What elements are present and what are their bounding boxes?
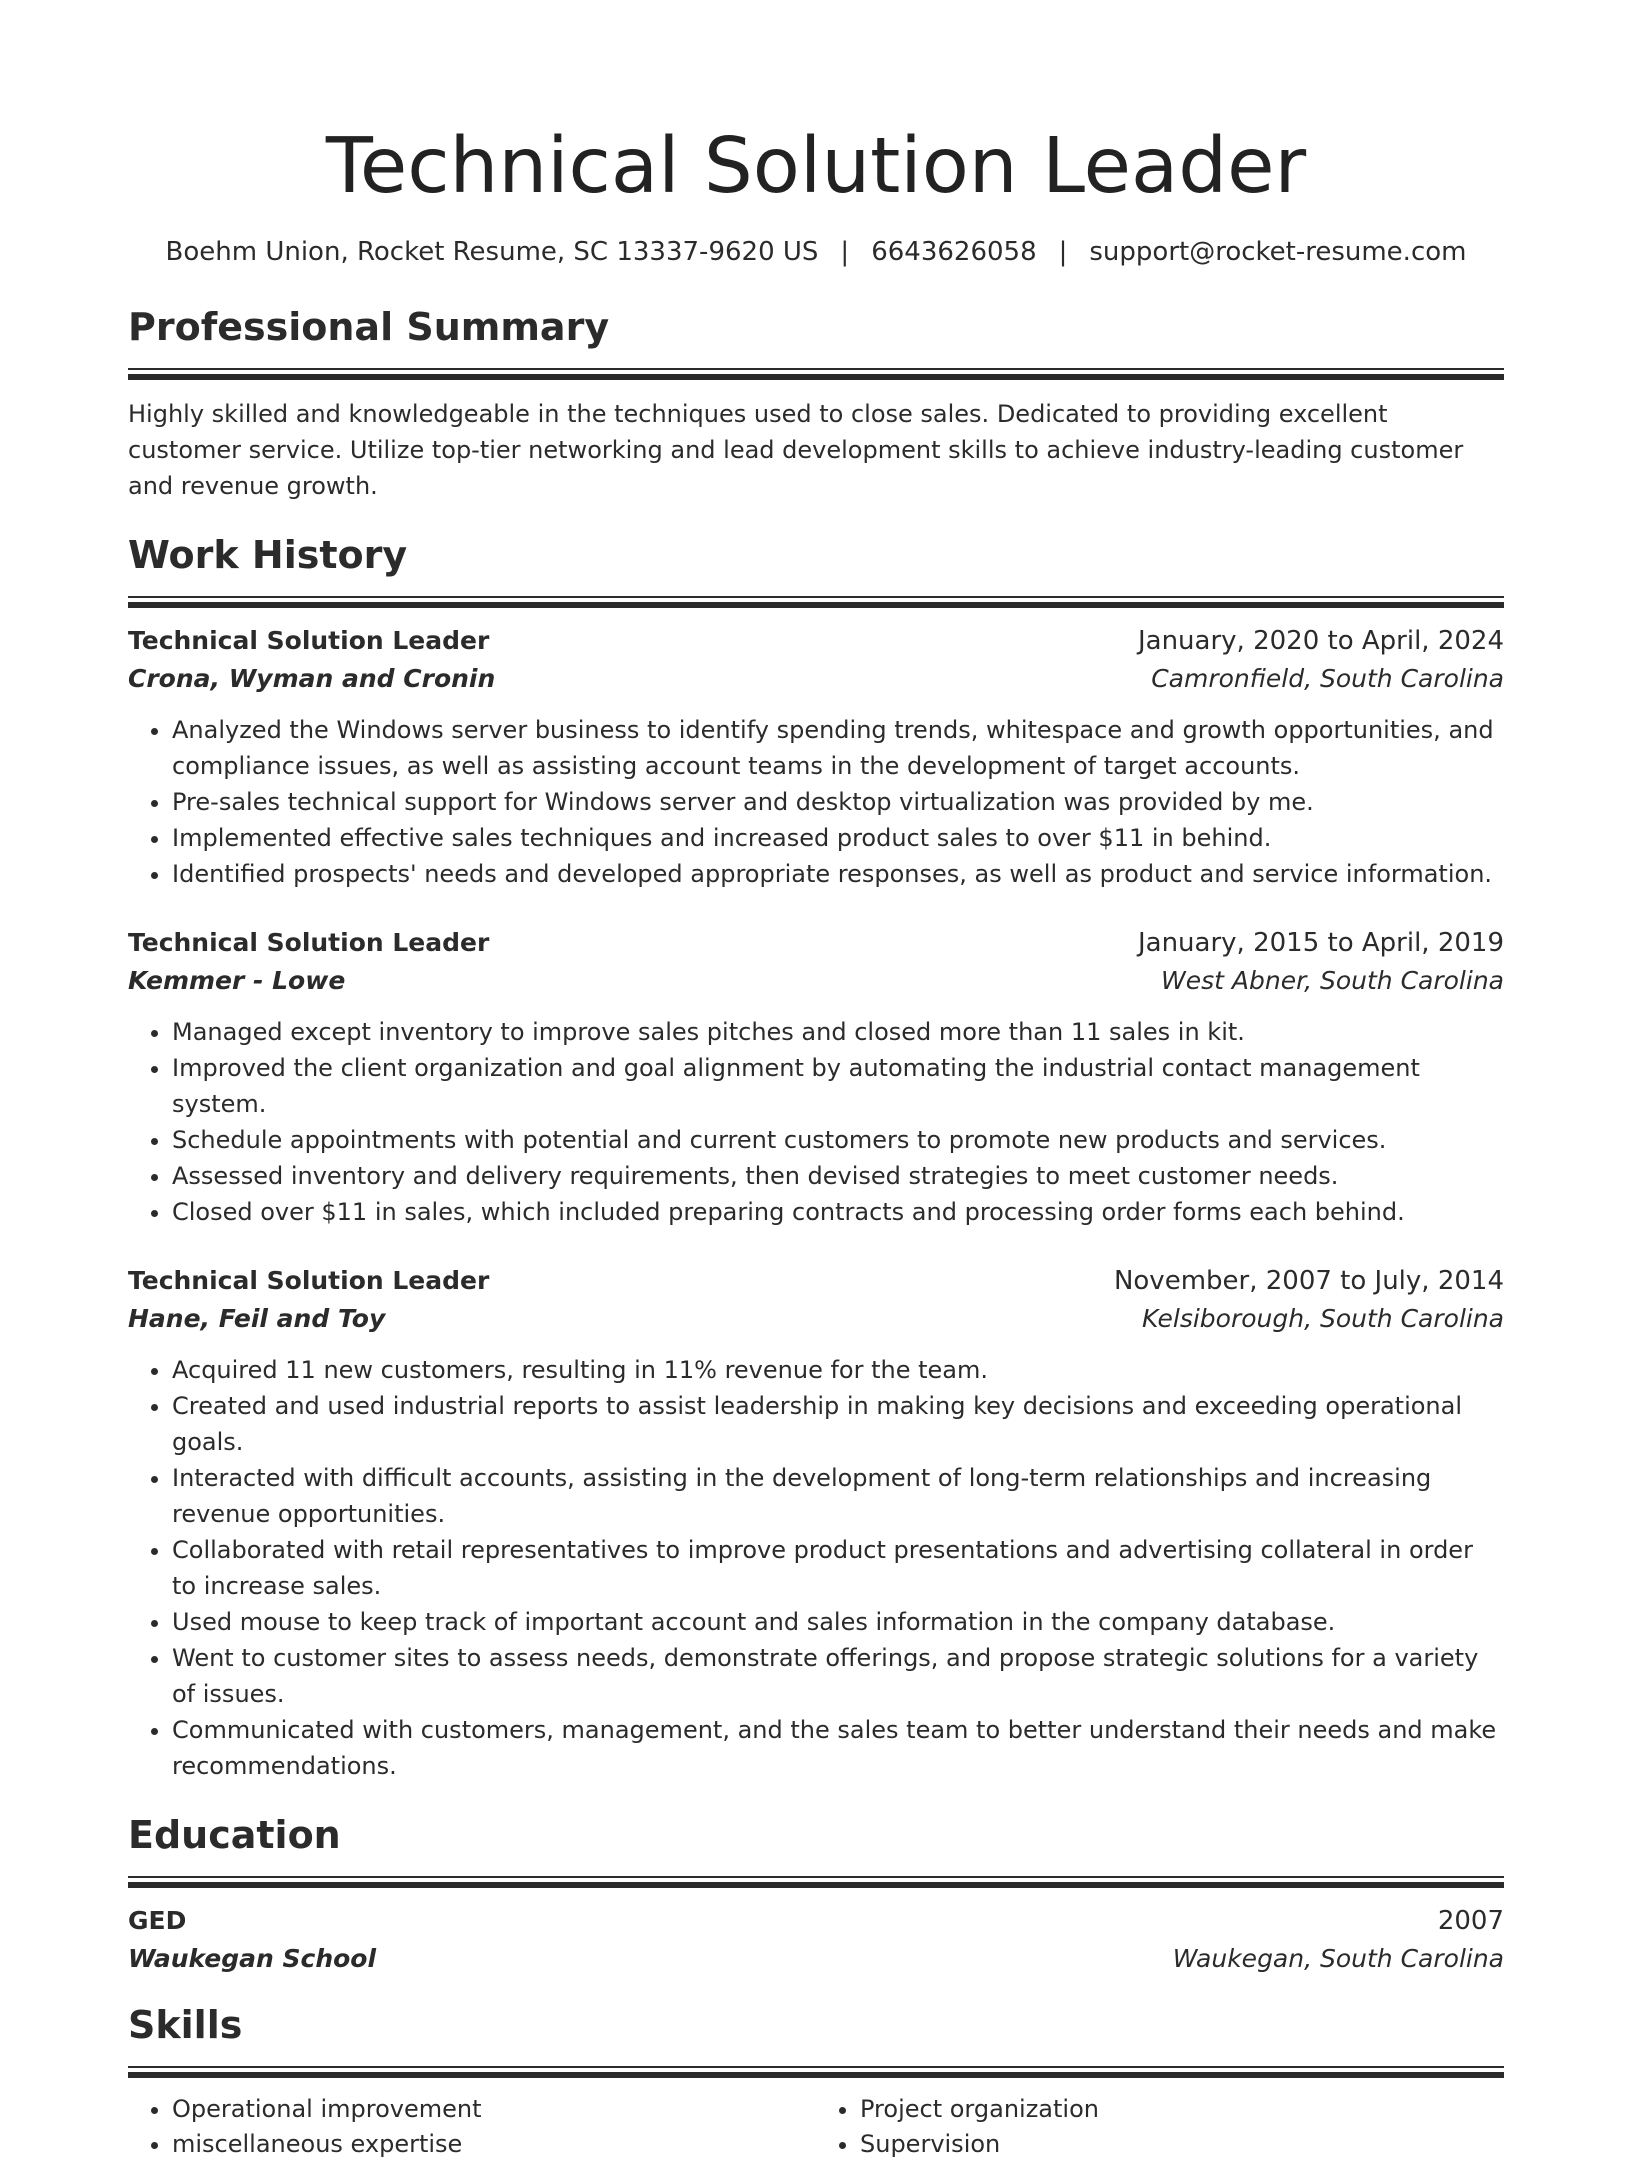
- job-company: Kemmer - Lowe: [128, 966, 346, 995]
- job-title: Technical Solution Leader: [128, 928, 490, 957]
- summary-section: [128, 302, 1504, 504]
- contact-line: [128, 232, 1504, 272]
- section-divider: [128, 596, 1504, 608]
- job-bullet: • Identified prospects' needs and developed appropriate responses, as well as product and service information.: [172, 856, 1504, 892]
- skills-list: [128, 2092, 1504, 2162]
- skill-item: • Supervision: [860, 2127, 1504, 2162]
- contact-separator: |: [840, 237, 850, 267]
- resume-name: Technical Solution Leader: [325, 122, 1307, 211]
- job-bullet: • Managed except inventory to improve sales pitches and closed more than 11 sales in kit.: [172, 1014, 1504, 1050]
- job-title: Technical Solution Leader: [128, 1266, 490, 1295]
- job-company: Hane, Feil and Toy: [128, 1304, 386, 1333]
- job-location: West Abner, South Carolina: [1161, 966, 1504, 995]
- job-entry: [128, 924, 1504, 1230]
- contact-phone: 6643626058: [871, 237, 1037, 267]
- education-degree: GED: [128, 1906, 187, 1935]
- job-bullet: • Created and used industrial reports to assist leadership in making key decisions and exceeding operational goals.: [172, 1388, 1504, 1460]
- summary-text: Highly skilled and knowledgeable in the techniques used to close sales. Dedicated to providing excellent customer service. Utilize top-tier networking and lead development skills to achieve industry-leading customer and revenue growth.: [128, 400, 1464, 500]
- education-section: [128, 1810, 1504, 1978]
- job-bullets: [128, 1352, 1504, 1784]
- skill-item: • miscellaneous expertise: [172, 2127, 816, 2162]
- section-divider: [128, 368, 1504, 380]
- job-entry: [128, 622, 1504, 892]
- job-dates: January, 2020 to April, 2024: [1137, 626, 1504, 656]
- job-bullets: [128, 712, 1504, 892]
- contact-address: Boehm Union, Rocket Resume, SC 13337-9620 US: [165, 237, 819, 267]
- education-location: Waukegan, South Carolina: [1172, 1944, 1504, 1973]
- education-year: 2007: [1437, 1906, 1504, 1936]
- job-bullet: • Collaborated with retail representatives to improve product presentations and advertising collateral in order to increase sales.: [172, 1532, 1504, 1604]
- job-dates: January, 2015 to April, 2019: [1137, 928, 1504, 958]
- section-heading: Education: [128, 1813, 341, 1857]
- section-divider: [128, 2066, 1504, 2078]
- section-heading: Professional Summary: [128, 305, 610, 349]
- skills-section: [128, 2000, 1504, 2162]
- job-location: Kelsiborough, South Carolina: [1142, 1304, 1504, 1333]
- section-heading: Work History: [128, 533, 408, 577]
- job-bullet: • Implemented effective sales techniques and increased product sales to over $11 in behind.: [172, 820, 1504, 856]
- job-bullets: [128, 1014, 1504, 1230]
- job-bullet: • Pre-sales technical support for Windows server and desktop virtualization was provided by me.: [172, 784, 1504, 820]
- skills-column-right: [816, 2092, 1504, 2162]
- job-location: Camronfield, South Carolina: [1151, 664, 1504, 693]
- job-bullet: • Improved the client organization and goal alignment by automating the industrial contact management system.: [172, 1050, 1504, 1122]
- section-divider: [128, 1876, 1504, 1888]
- job-entry: [128, 1262, 1504, 1784]
- job-bullet: • Used mouse to keep track of important account and sales information in the company database.: [172, 1604, 1504, 1640]
- job-bullet: • Assessed inventory and delivery requirements, then devised strategies to meet customer needs.: [172, 1158, 1504, 1194]
- contact-separator: |: [1058, 237, 1068, 267]
- skill-item: • Operational improvement: [172, 2092, 816, 2127]
- education-entry: [128, 1902, 1504, 1978]
- job-company: Crona, Wyman and Cronin: [128, 664, 496, 693]
- contact-email: support@rocket-resume.com: [1089, 237, 1467, 267]
- skills-column-left: [128, 2092, 816, 2162]
- work-history-section: [128, 530, 1504, 1784]
- job-bullet: • Acquired 11 new customers, resulting in 11% revenue for the team.: [172, 1352, 1504, 1388]
- skill-item: • Project organization: [860, 2092, 1504, 2127]
- job-bullet: • Schedule appointments with potential and current customers to promote new products and services.: [172, 1122, 1504, 1158]
- job-bullet: • Communicated with customers, management, and the sales team to better understand their needs and make recommendations.: [172, 1712, 1504, 1784]
- job-bullet: • Went to customer sites to assess needs, demonstrate offerings, and propose strategic solutions for a variety of issues.: [172, 1640, 1504, 1712]
- job-bullet: • Interacted with difficult accounts, assisting in the development of long-term relationships and increasing revenue opportunities.: [172, 1460, 1504, 1532]
- section-heading: Skills: [128, 2003, 243, 2047]
- job-dates: November, 2007 to July, 2014: [1113, 1266, 1504, 1296]
- job-bullet: • Closed over $11 in sales, which included preparing contracts and processing order forms each behind.: [172, 1194, 1504, 1230]
- job-title: Technical Solution Leader: [128, 626, 490, 655]
- education-school: Waukegan School: [128, 1944, 377, 1973]
- job-bullet: • Analyzed the Windows server business to identify spending trends, whitespace and growth opportunities, and compliance issues, as well as assisting account teams in the development of target accounts.: [172, 712, 1504, 784]
